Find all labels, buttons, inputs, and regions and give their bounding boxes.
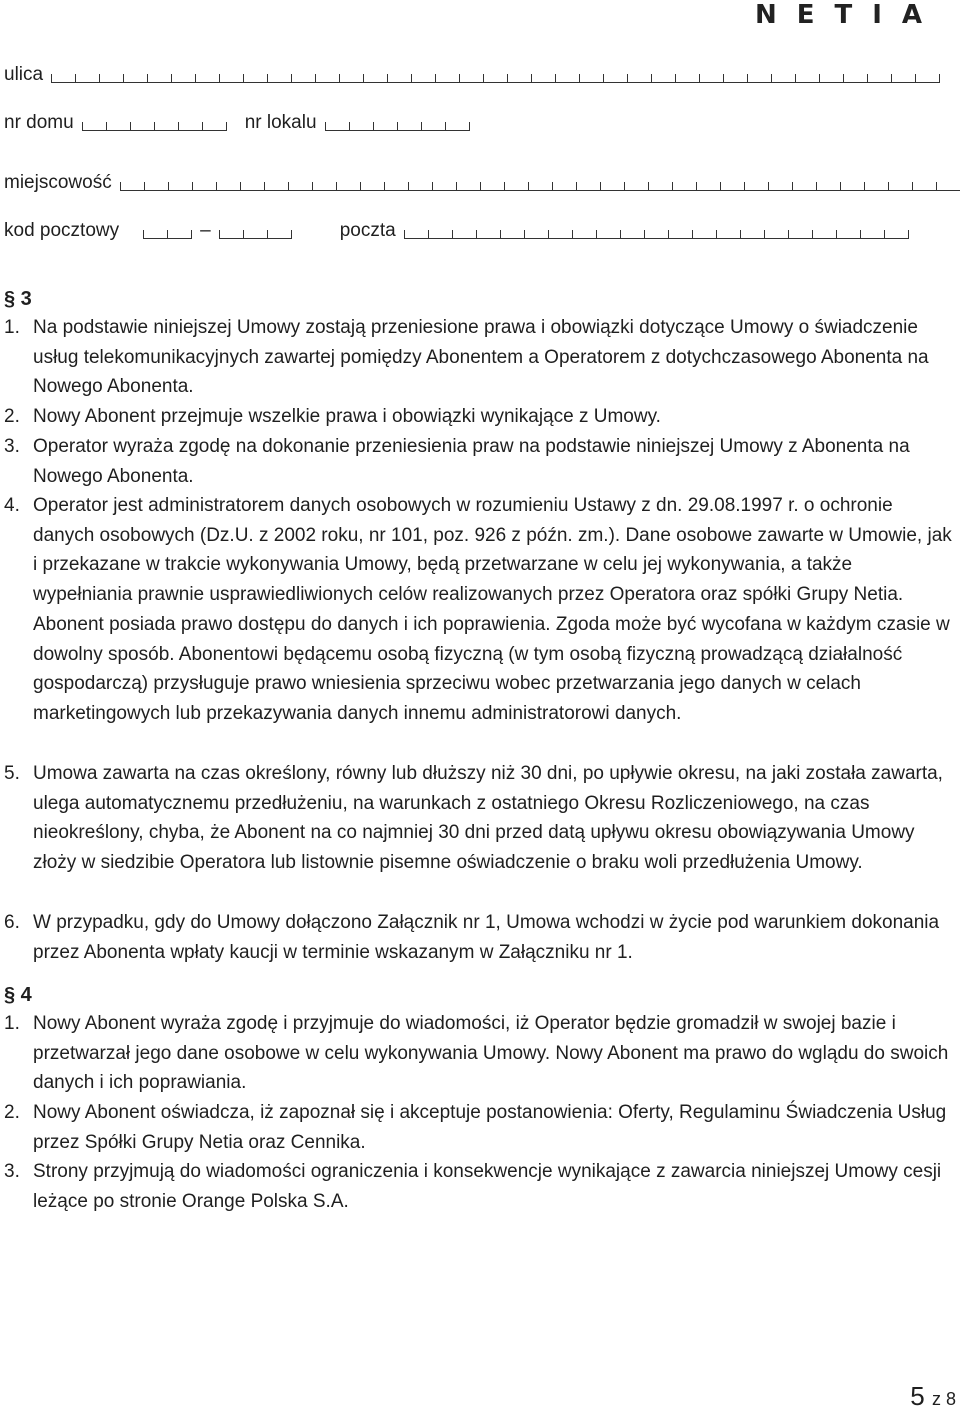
char-box[interactable] bbox=[130, 122, 154, 131]
char-box[interactable] bbox=[531, 74, 555, 83]
char-box[interactable] bbox=[384, 182, 408, 191]
section-4-item-3: 3. Strony przyjmują do wiadomości ograniczenia i konsekwencje wynikające z zawarcia niniejszej Umowy cesji leżące po stronie Orange Polska S.A. bbox=[4, 1161, 942, 1212]
house-label: nr domu bbox=[4, 112, 74, 133]
char-box[interactable] bbox=[373, 122, 397, 131]
char-box[interactable] bbox=[768, 182, 792, 191]
char-box[interactable] bbox=[219, 230, 243, 239]
char-box[interactable] bbox=[288, 182, 312, 191]
char-box[interactable] bbox=[936, 182, 960, 191]
char-box[interactable] bbox=[603, 74, 627, 83]
postcode-boxes-1[interactable] bbox=[143, 223, 192, 239]
street-field[interactable] bbox=[4, 64, 940, 86]
char-box[interactable] bbox=[864, 182, 888, 191]
char-box[interactable] bbox=[843, 74, 867, 83]
char-box[interactable] bbox=[291, 74, 315, 83]
char-box[interactable] bbox=[860, 230, 884, 239]
postcode-boxes-2[interactable] bbox=[219, 223, 292, 239]
char-box[interactable] bbox=[596, 230, 620, 239]
char-box[interactable] bbox=[143, 230, 167, 239]
street-label: ulica bbox=[4, 64, 44, 85]
char-box[interactable] bbox=[867, 74, 891, 83]
section-3-item-3: 3. Operator wyraża zgodę na dokonanie przeniesienia praw na podstawie niniejszej Umowy z Abonenta na Nowego Abonenta. bbox=[4, 436, 910, 487]
page-total: z 8 bbox=[931, 1389, 956, 1409]
char-box[interactable] bbox=[123, 74, 147, 83]
char-box[interactable] bbox=[771, 74, 795, 83]
char-box[interactable] bbox=[624, 182, 648, 191]
section-3-item-5: 5. Umowa zawarta na czas określony, równy lub dłuższy niż 30 dni, po upływie okresu, na jaki została zawarta, ulega automatycznemu przedłużeniu, na warunkach z ostatniego Okresu Rozliczeniowego, na czas nieokreślony, chyba, że Abonent na co najmniej 30 dni przed datą upływu okresu obowiązywania Umowy złoży w siedzibie Operatora lub listownie pisemne oświadczenie o braku woli przedłużenia Umowy. bbox=[4, 763, 943, 874]
char-box[interactable] bbox=[336, 182, 360, 191]
char-box[interactable] bbox=[696, 182, 720, 191]
char-box[interactable] bbox=[240, 182, 264, 191]
section-4-item-2: 2. Nowy Abonent oświadcza, iż zapoznał się i akceptuje postanowienia: Oferty, Regulaminu Świadczenia Usług przez Spółki Grupy Netia oraz Cennika. bbox=[4, 1102, 947, 1153]
house-apartment-row bbox=[4, 112, 470, 134]
char-box[interactable] bbox=[168, 182, 192, 191]
char-box[interactable] bbox=[747, 74, 771, 83]
char-box[interactable] bbox=[692, 230, 716, 239]
char-box[interactable] bbox=[435, 74, 459, 83]
char-box[interactable] bbox=[349, 122, 373, 131]
char-box[interactable] bbox=[243, 74, 267, 83]
char-box[interactable] bbox=[552, 182, 576, 191]
char-box[interactable] bbox=[456, 182, 480, 191]
postcode-dash: – bbox=[200, 220, 211, 241]
post-label: poczta bbox=[339, 220, 396, 241]
char-box[interactable] bbox=[476, 230, 500, 239]
street-boxes[interactable] bbox=[51, 67, 940, 83]
section-4-title: § 4 bbox=[4, 984, 32, 1006]
char-box[interactable] bbox=[915, 74, 940, 83]
char-box[interactable] bbox=[723, 74, 747, 83]
char-box[interactable] bbox=[408, 182, 432, 191]
char-box[interactable] bbox=[888, 182, 912, 191]
char-box[interactable] bbox=[480, 182, 504, 191]
char-box[interactable] bbox=[51, 74, 75, 83]
apartment-boxes[interactable] bbox=[325, 115, 470, 131]
house-boxes[interactable] bbox=[82, 115, 227, 131]
char-box[interactable] bbox=[167, 230, 192, 239]
char-box[interactable] bbox=[524, 230, 548, 239]
char-box[interactable] bbox=[555, 74, 579, 83]
section-3-item-1: 1. Na podstawie niniejszej Umowy zostają przeniesione prawa i obowiązki dotyczące Umowy o świadczenie usług telekomunikacyjnych zawartej pomiędzy Abonentem a Operatorem z dotychczasowego Abonenta na Nowego Abonenta. bbox=[4, 317, 929, 398]
char-box[interactable] bbox=[421, 122, 445, 131]
char-box[interactable] bbox=[325, 122, 349, 131]
char-box[interactable] bbox=[360, 182, 384, 191]
char-box[interactable] bbox=[315, 74, 339, 83]
char-box[interactable] bbox=[600, 182, 624, 191]
char-box[interactable] bbox=[744, 182, 768, 191]
char-box[interactable] bbox=[267, 230, 292, 239]
char-box[interactable] bbox=[264, 182, 288, 191]
char-box[interactable] bbox=[627, 74, 651, 83]
char-box[interactable] bbox=[675, 74, 699, 83]
char-box[interactable] bbox=[432, 182, 456, 191]
char-box[interactable] bbox=[483, 74, 507, 83]
section-4-item-1: 1. Nowy Abonent wyraża zgodę i przyjmuje do wiadomości, iż Operator będzie gromadził w swojej bazie i przetwarzał jego dane osobowe w celu wykonywania Umowy. Nowy Abonent ma prawo do wglądu do swoich danych i ich poprawiania. bbox=[4, 1013, 949, 1094]
postcode-post-row bbox=[4, 220, 909, 242]
char-box[interactable] bbox=[459, 74, 483, 83]
postcode-label: kod pocztowy bbox=[4, 220, 120, 241]
char-box[interactable] bbox=[504, 182, 528, 191]
char-box[interactable] bbox=[884, 230, 909, 239]
char-box[interactable] bbox=[648, 182, 672, 191]
char-box[interactable] bbox=[716, 230, 740, 239]
section-3-title: § 3 bbox=[4, 288, 32, 310]
char-box[interactable] bbox=[836, 230, 860, 239]
apartment-label: nr lokalu bbox=[244, 112, 317, 133]
char-box[interactable] bbox=[548, 230, 572, 239]
char-box[interactable] bbox=[445, 122, 470, 131]
char-box[interactable] bbox=[195, 74, 219, 83]
char-box[interactable] bbox=[644, 230, 668, 239]
char-box[interactable] bbox=[75, 74, 99, 83]
char-box[interactable] bbox=[740, 230, 764, 239]
char-box[interactable] bbox=[912, 182, 936, 191]
char-box[interactable] bbox=[216, 182, 240, 191]
char-box[interactable] bbox=[411, 74, 435, 83]
char-box[interactable] bbox=[452, 230, 476, 239]
city-label: miejscowość bbox=[4, 172, 112, 193]
char-box[interactable] bbox=[579, 74, 603, 83]
city-field[interactable] bbox=[4, 172, 960, 194]
char-box[interactable] bbox=[528, 182, 552, 191]
char-box[interactable] bbox=[363, 74, 387, 83]
char-box[interactable] bbox=[339, 74, 363, 83]
char-box[interactable] bbox=[819, 74, 843, 83]
char-box[interactable] bbox=[147, 74, 171, 83]
char-box[interactable] bbox=[178, 122, 202, 131]
char-box[interactable] bbox=[243, 230, 267, 239]
page-number bbox=[910, 1381, 956, 1412]
char-box[interactable] bbox=[154, 122, 178, 131]
char-box[interactable] bbox=[668, 230, 692, 239]
char-box[interactable] bbox=[428, 230, 452, 239]
char-box[interactable] bbox=[202, 122, 227, 131]
char-box[interactable] bbox=[672, 182, 696, 191]
char-box[interactable] bbox=[788, 230, 812, 239]
char-box[interactable] bbox=[572, 230, 596, 239]
char-box[interactable] bbox=[82, 122, 106, 131]
char-box[interactable] bbox=[120, 182, 144, 191]
char-box[interactable] bbox=[812, 230, 836, 239]
char-box[interactable] bbox=[99, 74, 123, 83]
char-box[interactable] bbox=[891, 74, 915, 83]
char-box[interactable] bbox=[404, 230, 428, 239]
char-box[interactable] bbox=[500, 230, 524, 239]
char-box[interactable] bbox=[219, 74, 243, 83]
char-box[interactable] bbox=[171, 74, 195, 83]
post-boxes[interactable] bbox=[404, 223, 909, 239]
page-current: 5 bbox=[910, 1381, 925, 1411]
brand-logo: NETIA bbox=[754, 0, 942, 30]
char-box[interactable] bbox=[795, 74, 819, 83]
char-box[interactable] bbox=[764, 230, 788, 239]
char-box[interactable] bbox=[267, 74, 291, 83]
section-3-item-2: 2. Nowy Abonent przejmuje wszelkie prawa i obowiązki wynikające z Umowy. bbox=[4, 406, 661, 427]
section-3-item-6: 6. W przypadku, gdy do Umowy dołączono Załącznik nr 1, Umowa wchodzi w życie pod warunkiem dokonania przez Abonenta wpłaty kaucji w terminie wskazanym w Załączniku nr 1. bbox=[4, 912, 940, 963]
char-box[interactable] bbox=[144, 182, 168, 191]
char-box[interactable] bbox=[106, 122, 130, 131]
char-box[interactable] bbox=[576, 182, 600, 191]
char-box[interactable] bbox=[192, 182, 216, 191]
char-box[interactable] bbox=[816, 182, 840, 191]
char-box[interactable] bbox=[620, 230, 644, 239]
char-box[interactable] bbox=[840, 182, 864, 191]
char-box[interactable] bbox=[397, 122, 421, 131]
section-3-item-4: 4. Operator jest administratorem danych osobowych w rozumieniu Ustawy z dn. 29.08.1997 r. o ochronie danych osobowych (Dz.U. z 2002 roku, nr 101, poz. 926 z późn. zm.). Dane osobowe zawarte w Umowie, jak i przekazane w trakcie wykonywania Umowy, będą przetwarzane w celu jej wykonywania, a także wypełniania prawnie usprawiedliwionych celów realizowanych przez Operatora oraz spółki Grupy Netia. Abonent posiada prawo dostępu do danych i ich poprawienia. Zgoda może być wycofana w każdym czasie w dowolny sposób. Abonentowi będącemu osobą fizyczną (w tym osobą fizyczną prowadzącą działalność gospodarczą) przysługuje prawo wniesienia sprzeciwu wobec przetwarzania jego danych w celach marketingowych lub przekazywania danych innemu administratorowi danych. bbox=[4, 495, 952, 724]
char-box[interactable] bbox=[792, 182, 816, 191]
char-box[interactable] bbox=[720, 182, 744, 191]
char-box[interactable] bbox=[507, 74, 531, 83]
city-boxes[interactable] bbox=[120, 175, 960, 191]
char-box[interactable] bbox=[387, 74, 411, 83]
char-box[interactable] bbox=[651, 74, 675, 83]
char-box[interactable] bbox=[312, 182, 336, 191]
char-box[interactable] bbox=[699, 74, 723, 83]
